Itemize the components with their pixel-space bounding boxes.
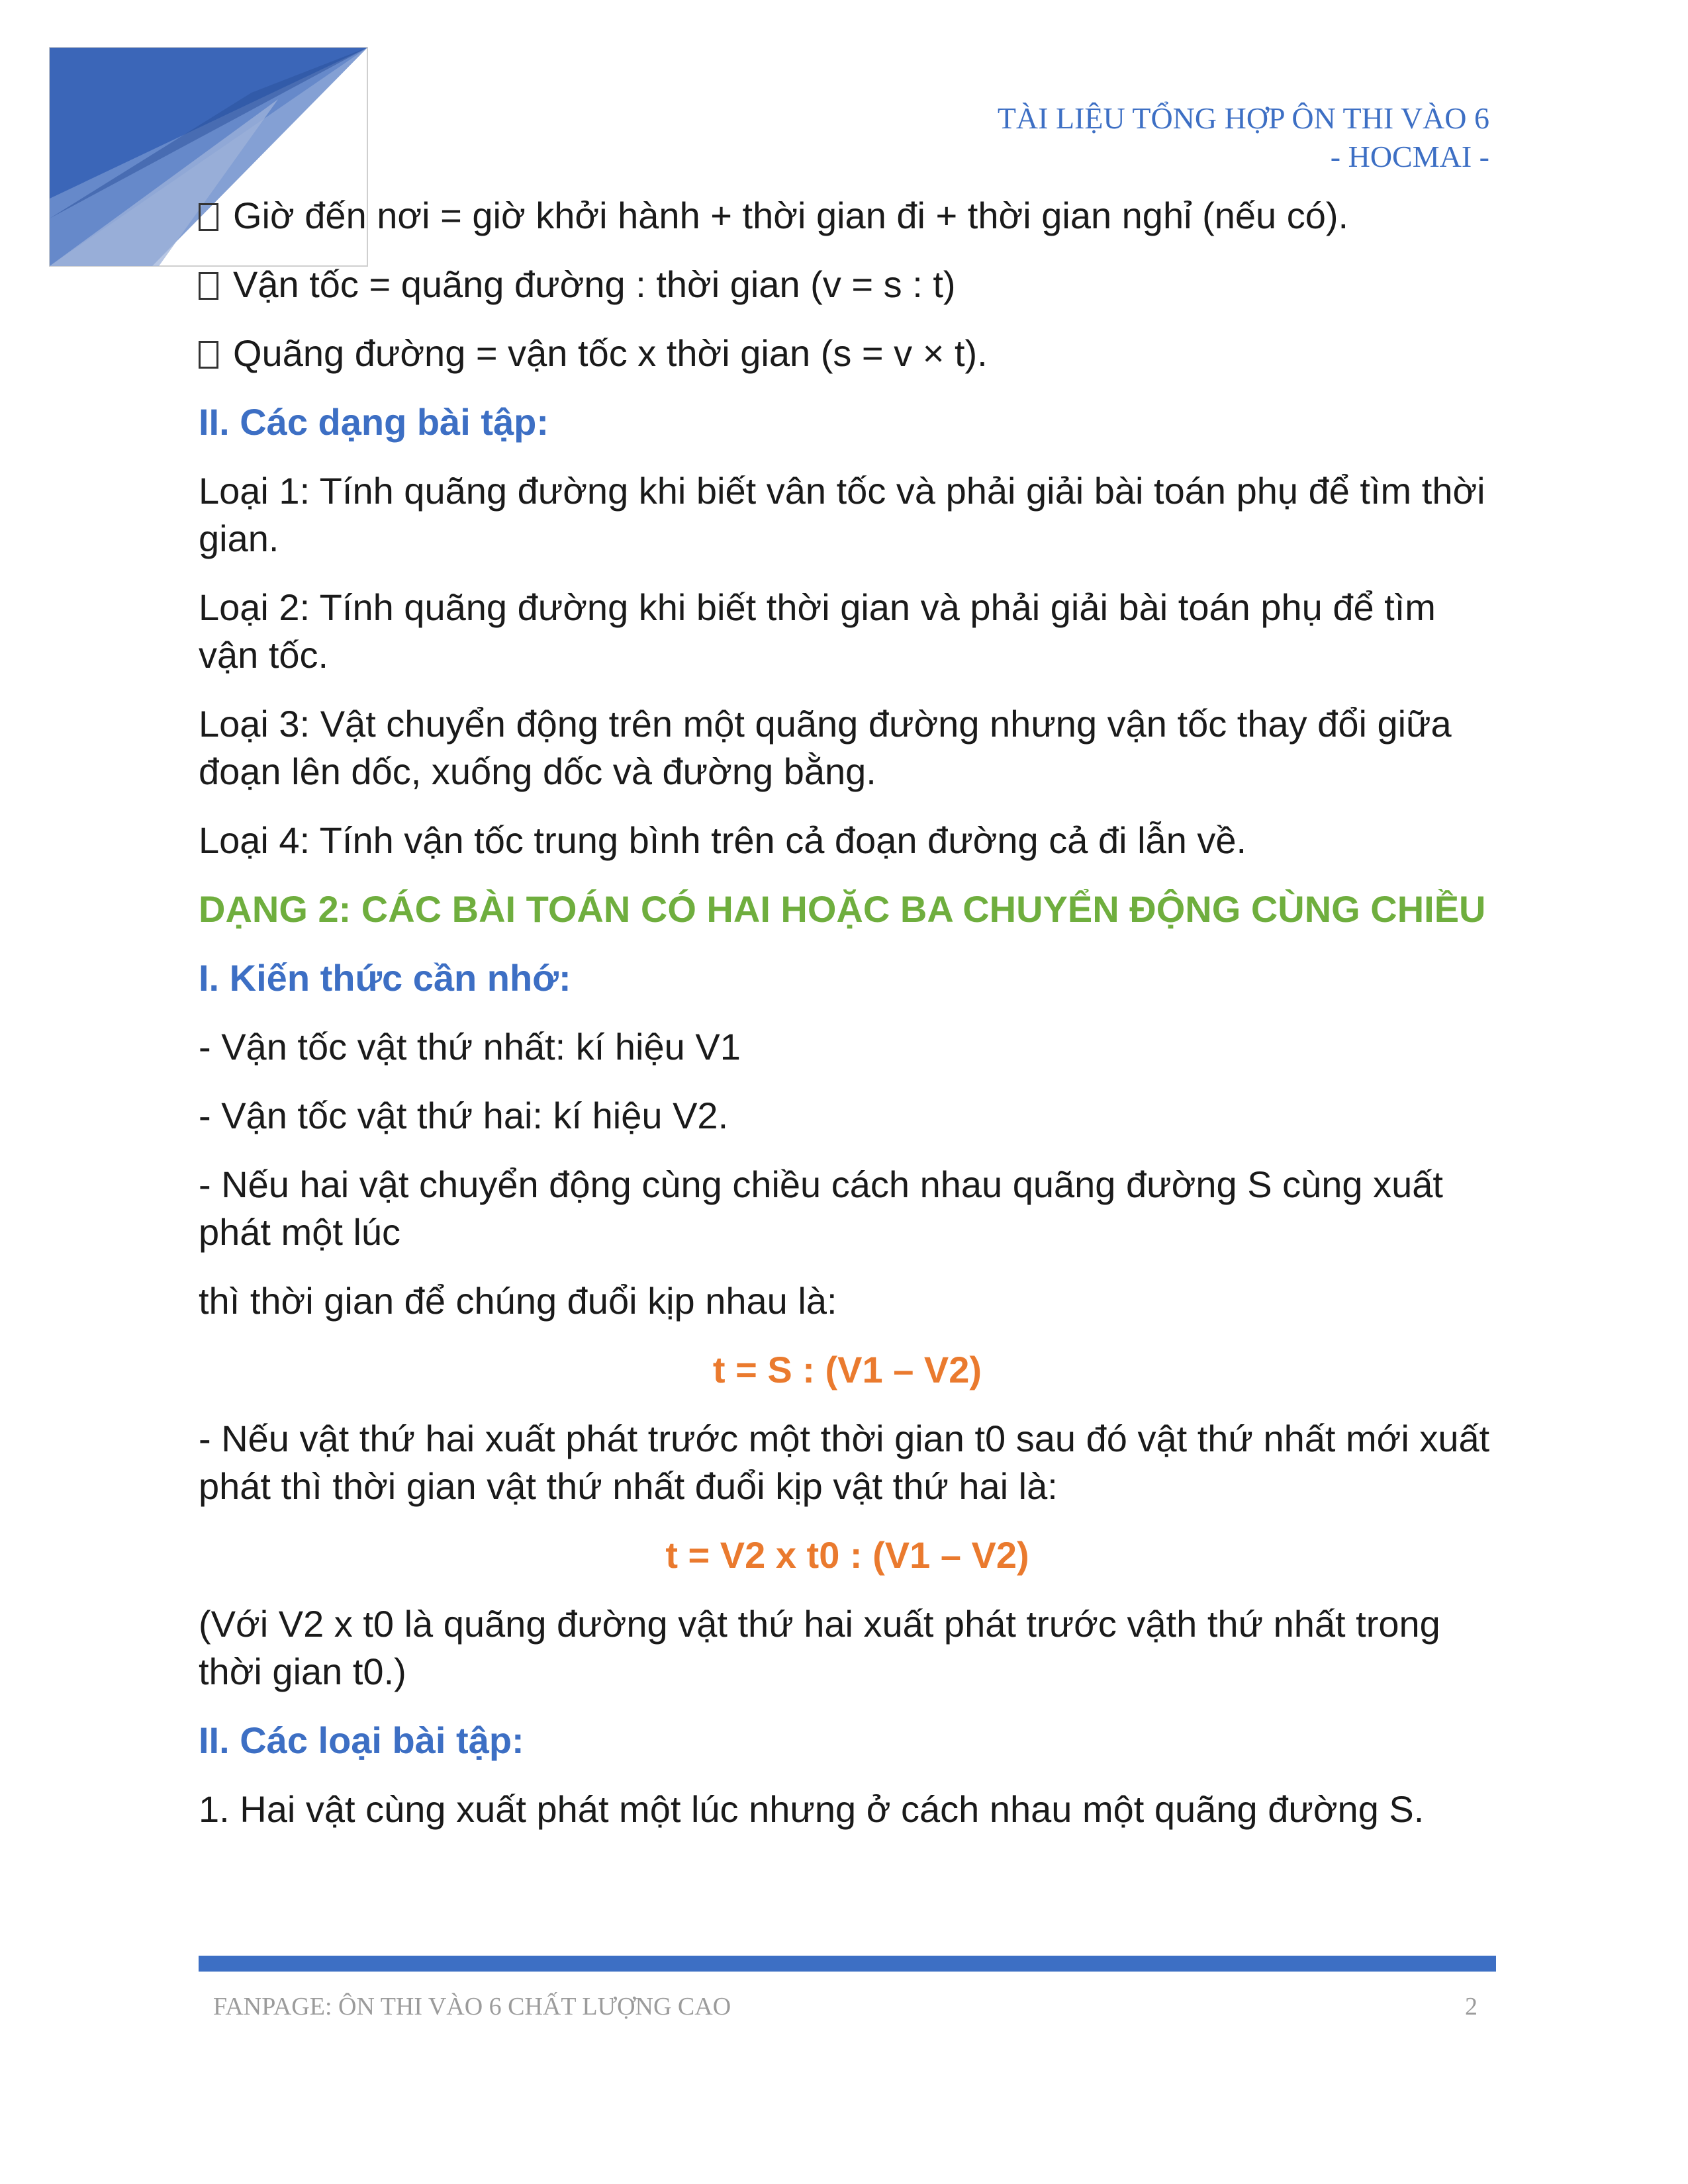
chapter-heading: DẠNG 2: CÁC BÀI TOÁN CÓ HAI HOẶC BA CHUYỂN ĐỘNG CÙNG CHIỀU: [199, 888, 1486, 930]
header-subtitle: - HOCMAI -: [1330, 140, 1489, 173]
page-header: [998, 99, 1489, 176]
page-number: 2: [1465, 1993, 1477, 2021]
section-heading: II. Các loại bài tập:: [199, 1719, 524, 1761]
paragraph: Loại 1: Tính quãng đường khi biết vân tốc và phải giải bài toán phụ để tìm thời gian.: [199, 470, 1485, 559]
paragraph: - Nếu hai vật chuyển động cùng chiều cách nhau quãng đường S cùng xuất phát một lúc: [199, 1163, 1443, 1253]
section-heading: II. Các dạng bài tập:: [199, 401, 549, 443]
bullet-line: Vận tốc = quãng đường : thời gian (v = s : t): [199, 261, 1496, 308]
bullet-box-icon: [199, 341, 218, 369]
header-title: TÀI LIỆU TỔNG HỢP ÔN THI VÀO 6: [997, 101, 1489, 135]
paragraph: (Với V2 x t0 là quãng đường vật thứ hai xuất phát trước vậth thứ nhất trong thời gian t0.): [199, 1603, 1440, 1692]
footer-divider: [199, 1956, 1496, 1972]
bullet-line: Giờ đến nơi = giờ khởi hành + thời gian đi + thời gian nghỉ (nếu có).: [199, 192, 1496, 240]
paragraph: Loại 4: Tính vận tốc trung bình trên cả đoạn đường cả đi lẫn về.: [199, 819, 1247, 861]
footer-text: FANPAGE: ÔN THI VÀO 6 CHẤT LƯỢNG CAO: [213, 1993, 731, 2021]
document-body: [199, 192, 1496, 1854]
paragraph: - Vận tốc vật thứ nhất: kí hiệu V1: [199, 1026, 741, 1068]
paragraph: thì thời gian để chúng đuổi kịp nhau là:: [199, 1280, 837, 1322]
paragraph: - Vận tốc vật thứ hai: kí hiệu V2.: [199, 1095, 729, 1136]
paragraph: - Nếu vật thứ hai xuất phát trước một thời gian t0 sau đó vật thứ nhất mới xuất phát thì thời gian vật thứ nhất đuổi kịp vật thứ hai là:: [199, 1418, 1490, 1507]
paragraph: Loại 3: Vật chuyển động trên một quãng đường nhưng vận tốc thay đổi giữa đoạn lên dốc, xuống dốc và đường bằng.: [199, 703, 1452, 792]
formula: t = S : (V1 – V2): [712, 1349, 982, 1390]
paragraph: 1. Hai vật cùng xuất phát một lúc nhưng ở cách nhau một quãng đường S.: [199, 1788, 1425, 1830]
formula: t = V2 x t0 : (V1 – V2): [665, 1534, 1029, 1576]
section-heading: I. Kiến thức cần nhớ:: [199, 957, 571, 999]
bullet-line: Quãng đường = vận tốc x thời gian (s = v × t).: [199, 330, 1496, 377]
bullet-box-icon: [199, 272, 218, 300]
bullet-box-icon: [199, 203, 218, 231]
paragraph: Loại 2: Tính quãng đường khi biết thời gian và phải giải bài toán phụ để tìm vận tốc.: [199, 586, 1436, 676]
